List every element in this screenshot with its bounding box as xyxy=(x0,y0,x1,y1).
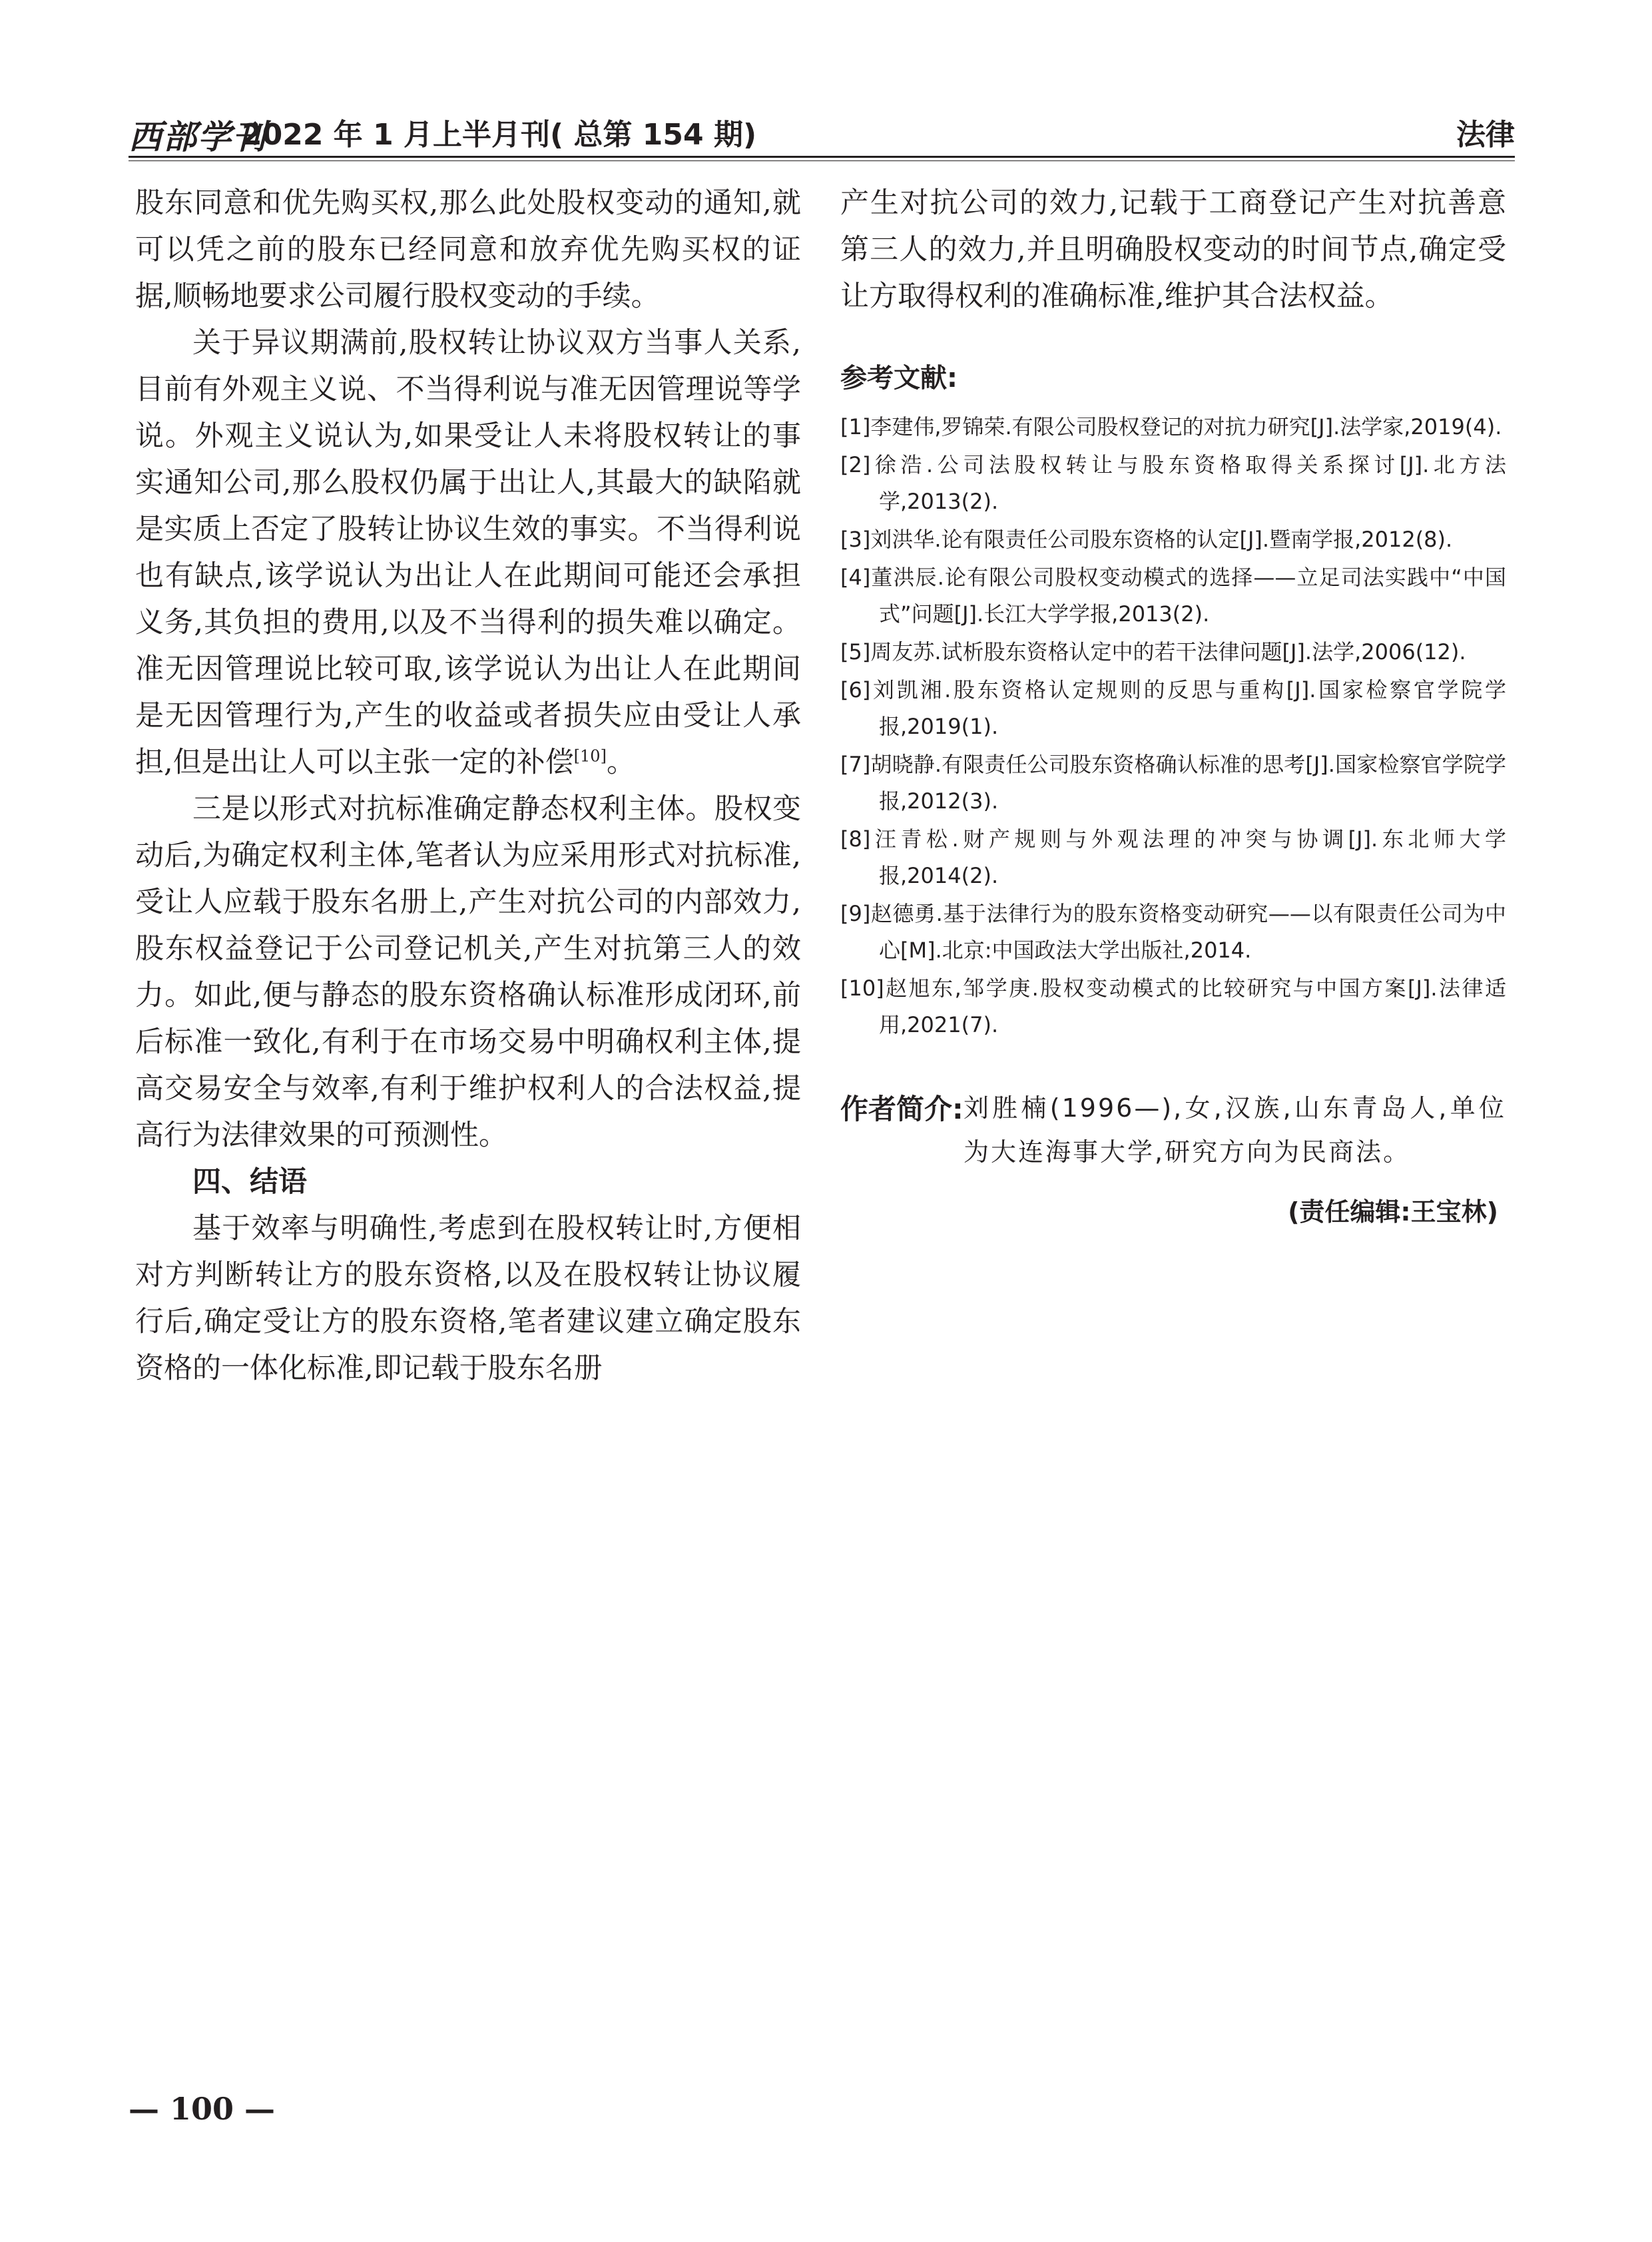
reference-list xyxy=(840,409,1506,1043)
reference-item: [8]汪青松.财产规则与外观法理的冲突与协调[J].东北师大学报,2014(2). xyxy=(840,826,1506,888)
reference-item: [4]董洪辰.论有限公司股权变动模式的选择——立足司法实践中“中国式”问题[J].长江大学学报,2013(2). xyxy=(840,565,1506,627)
issue-info: 2022 年 1 月上半月刊( 总第 154 期) xyxy=(242,118,757,152)
paragraph-end: 。 xyxy=(606,746,635,779)
reference-item: [5]周友苏.试析股东资格认定中的若干法律问题[J].法学,2006(12). xyxy=(840,639,1466,665)
left-column xyxy=(135,180,801,1392)
header-rule xyxy=(129,156,1515,158)
responsible-editor: (责任编辑:王宝林) xyxy=(1288,1197,1498,1227)
header-rule-thin xyxy=(129,160,1515,161)
paragraph-continuation: 股东同意和优先购买权,那么此处股权变动的通知,就可以凭之前的股东已经同意和放弃优先购买权的证据,顺畅地要求公司履行股权变动的手续。 xyxy=(135,186,801,313)
reference-item: [10]赵旭东,邹学庚.股权变动模式的比较研究与中国方案[J].法律适用,2021(7). xyxy=(840,976,1506,1037)
references-title: 参考文献: xyxy=(840,363,958,394)
paragraph-formal-standard: 三是以形式对抗标准确定静态权利主体。股权变动后,为确定权利主体,笔者认为应采用形式对抗标准,受让人应载于股东名册上,产生对抗公司的内部效力,股东权益登记于公司登记机关,产生对抗第三人的效力。如此,便与静态的股东资格确认标准形成闭环,前后标准一致化,有利于在市场交易中明确权利主体,提高交易安全与效率,有利于维护权利人的合法权益,提高行为法律效果的可预测性。 xyxy=(135,792,801,1152)
section-heading-conclusion: 四、结语 xyxy=(192,1165,307,1199)
journal-logo: 西部学刊 xyxy=(129,117,267,156)
reference-item: [9]赵德勇.基于法律行为的股东资格变动研究——以有限责任公司为中心[M].北京:中国政法大学出版社,2014. xyxy=(840,901,1506,963)
paragraph-conclusion-continued: 产生对抗公司的效力,记载于工商登记产生对抗善意第三人的效力,并且明确股权变动的时间节点,确定受让方取得权利的准确标准,维护其合法权益。 xyxy=(840,186,1506,313)
paragraph-text: 关于异议期满前,股权转让协议双方当事人关系,目前有外观主义说、不当得利说与准无因管理说等学说。外观主义说认为,如果受让人未将股权转让的事实通知公司,那么股权仍属于出让人,其最大的缺陷就是实质上否定了股转让协议生效的事实。不当得利说也有缺点,该学说认为出让人在此期间可能还会承担义务,其负担的费用,以及不当得利的损失难以确定。准无因管理说比较可取,该学说认为出让人在此期间是无因管理行为,产生的收益或者损失应由受让人承担,但是出让人可以主张一定的补偿 xyxy=(135,326,801,779)
author-bio-label: 作者简介: xyxy=(840,1093,964,1125)
author-bio xyxy=(840,1086,1506,1174)
page-number: — 100 — xyxy=(129,2091,276,2127)
right-column xyxy=(840,180,1506,1228)
reference-item: [2]徐浩.公司法股权转让与股东资格取得关系探讨[J].北方法学,2013(2). xyxy=(840,452,1506,514)
section-name: 法律 xyxy=(1456,118,1515,152)
citation-marker: [10] xyxy=(573,746,607,766)
reference-item: [3]刘洪华.论有限责任公司股东资格的认定[J].暨南学报,2012(8). xyxy=(840,527,1453,552)
paragraph-objection-period xyxy=(135,320,801,786)
reference-item: [1]李建伟,罗锦荣.有限公司股权登记的对抗力研究[J].法学家,2019(4). xyxy=(840,414,1502,439)
reference-item: [6]刘凯湘.股东资格认定规则的反思与重构[J].国家检察官学院学报,2019(1). xyxy=(840,677,1506,739)
page-header xyxy=(129,107,1515,157)
reference-item: [7]胡晓静.有限责任公司股东资格确认标准的思考[J].国家检察官学院学报,2012(3). xyxy=(840,752,1506,814)
author-bio-text: 刘胜楠(1996—),女,汉族,山东青岛人,单位为大连海事大学,研究方向为民商法。 xyxy=(964,1093,1506,1167)
paragraph-conclusion: 基于效率与明确性,考虑到在股权转让时,方便相对方判断转让方的股东资格,以及在股权转让协议履行后,确定受让方的股东资格,笔者建议建立确定股东资格的一体化标准,即记载于股东名册 xyxy=(135,1212,801,1385)
